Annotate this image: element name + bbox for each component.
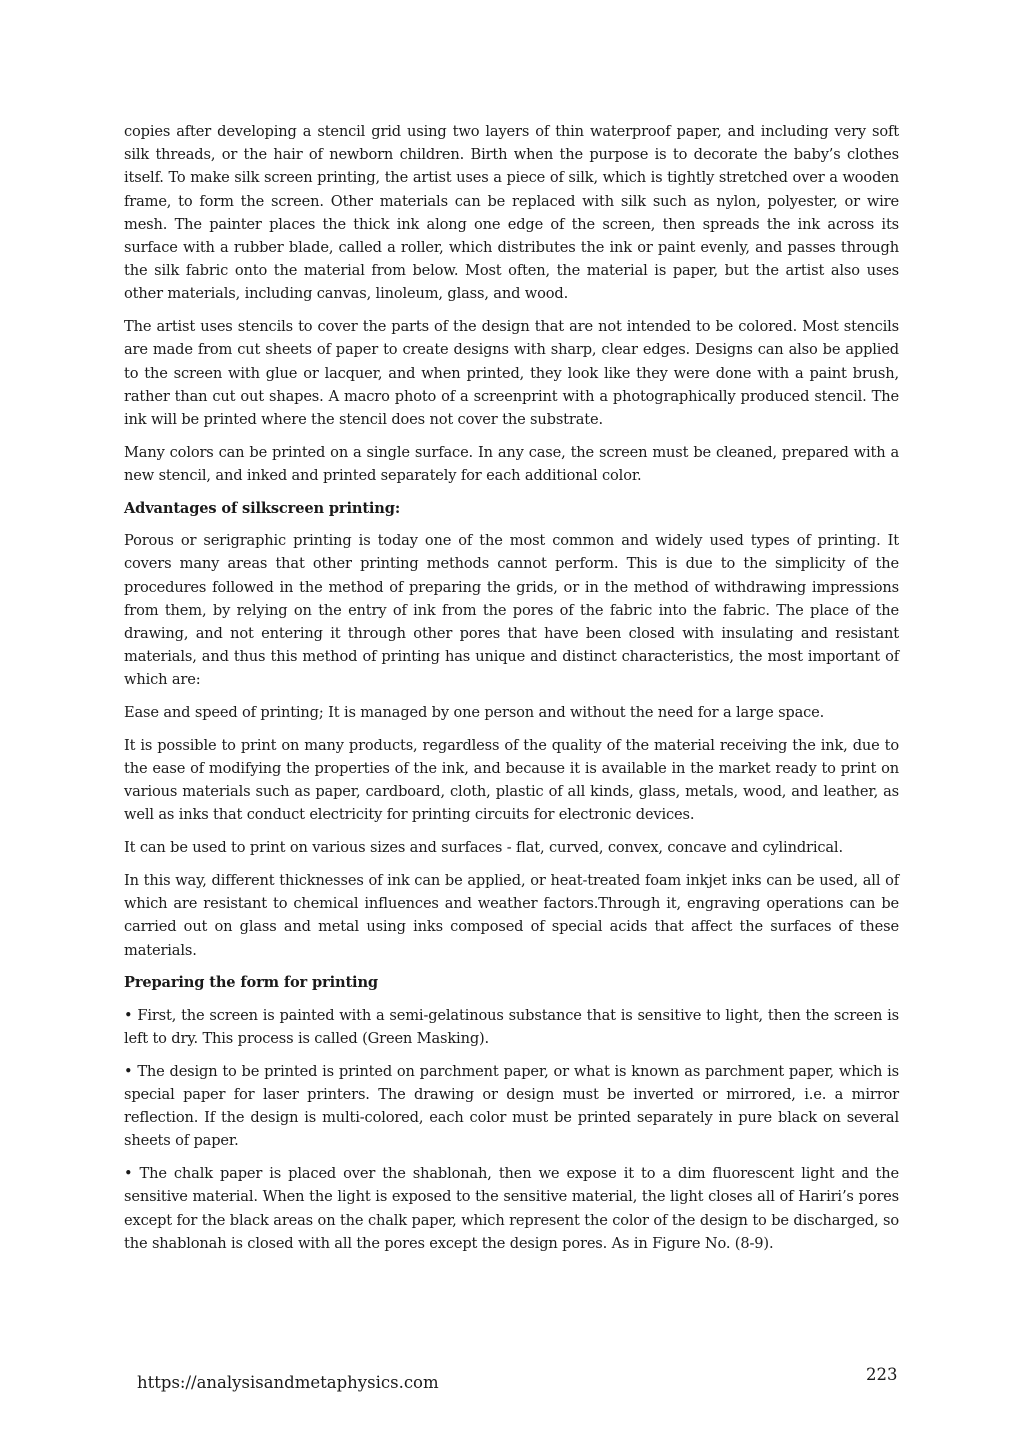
bullet-chalk-paper: • The chalk paper is placed over the shablonah, then we expose it to a dim fluorescent light and the sensitive material. When the light is exposed to the sensitive material, the light closes all of Hariri’s pores except for the black areas on the chalk paper, which represent the color of the design to be discharged, so the shablonah is closed with all the pores except the design pores. As in Figure No. (8-9). — [124, 1165, 899, 1252]
paragraph-ease-speed: Ease and speed of printing; It is managed by one person and without the need for a large space. — [124, 704, 825, 722]
paragraph-stencil-grid: copies after developing a stencil grid using two layers of thin waterproof paper, and including very soft silk threads, or the hair of newborn children. Birth when the purpose is to decorate the baby’s clothes itself. To make silk screen printing, the artist uses a piece of silk, which is tightly stretched over a wooden frame, to form the screen. Other materials can be replaced with silk such as nylon, polyester, or wire mesh. The painter places the thick ink along one edge of the screen, then spreads the ink across its surface with a rubber blade, called a roller, which distributes the ink or paint evenly, and passes through the silk fabric onto the material from below. Most often, the material is paper, but the artist also uses other materials, including canvas, linoleum, glass, and wood. — [124, 123, 899, 303]
paragraph-porous-printing: Porous or serigraphic printing is today one of the most common and widely used types of printing. It covers many areas that other printing methods cannot perform. This is due to the simplicity of the procedures followed in the method of preparing the grids, or in the method of withdrawing impressions from them, by relying on the entry of ink from the pores of the fabric into the fabric. The place of the drawing, and not entering it through other pores that have been closed with insulating and resistant materials, and thus this method of printing has unique and distinct characteristics, the most important of which are: — [124, 532, 899, 689]
paragraph-stencils: The artist uses stencils to cover the parts of the design that are not intended to be colored. Most stencils are made from cut sheets of paper to create designs with sharp, clear edges. Designs can also be applied to the screen with glue or lacquer, and when printed, they look like they were done with a paint brush, rather than cut out shapes. A macro photo of a screenprint with a photographically produced stencil. The ink will be printed where the stencil does not cover the substrate. — [124, 318, 899, 428]
paragraph-many-colors: Many colors can be printed on a single surface. In any case, the screen must be cleaned, prepared with a new stencil, and inked and printed separately for each additional color. — [124, 443, 899, 484]
bullet-parchment-paper: • The design to be printed is printed on parchment paper, or what is known as parchment paper, which is special paper for laser printers. The drawing or design must be inverted or mirrored, i.e. a mirror reflection. If the design is multi-colored, each color must be printed separately in pure black on several sheets of paper. — [124, 1062, 899, 1150]
heading-advantages: Advantages of silkscreen printing: — [124, 499, 401, 517]
page-number: 223 — [866, 1365, 898, 1384]
bullet-green-masking: • First, the screen is painted with a semi-gelatinous substance that is sensitive to light, then the screen is left to dry. This process is called (Green Masking). — [124, 1006, 899, 1048]
body-text — [124, 120, 899, 1264]
footer-url[interactable]: https://analysisandmetaphysics.com — [137, 1373, 439, 1392]
paragraph-ink-thickness: In this way, different thicknesses of ink can be applied, or heat-treated foam inkjet inks can be used, all of which are resistant to chemical influences and weather factors.Through it, engraving operations can be carried out on glass and metal using inks composed of special acids that affect the surfaces of these materials. — [124, 871, 899, 959]
paragraph-many-products: It is possible to print on many products, regardless of the quality of the material receiving the ink, due to the ease of modifying the properties of the ink, and because it is available in the market ready to print on various materials such as paper, cardboard, cloth, plastic of all kinds, glass, metals, wood, and leather, as well as inks that conduct electricity for printing circuits for electronic devices. — [124, 736, 899, 824]
paragraph-sizes-surfaces: It can be used to print on various sizes and surfaces - flat, curved, convex, concave and cylindrical. — [124, 839, 843, 857]
heading-preparing-form: Preparing the form for printing — [124, 974, 378, 992]
